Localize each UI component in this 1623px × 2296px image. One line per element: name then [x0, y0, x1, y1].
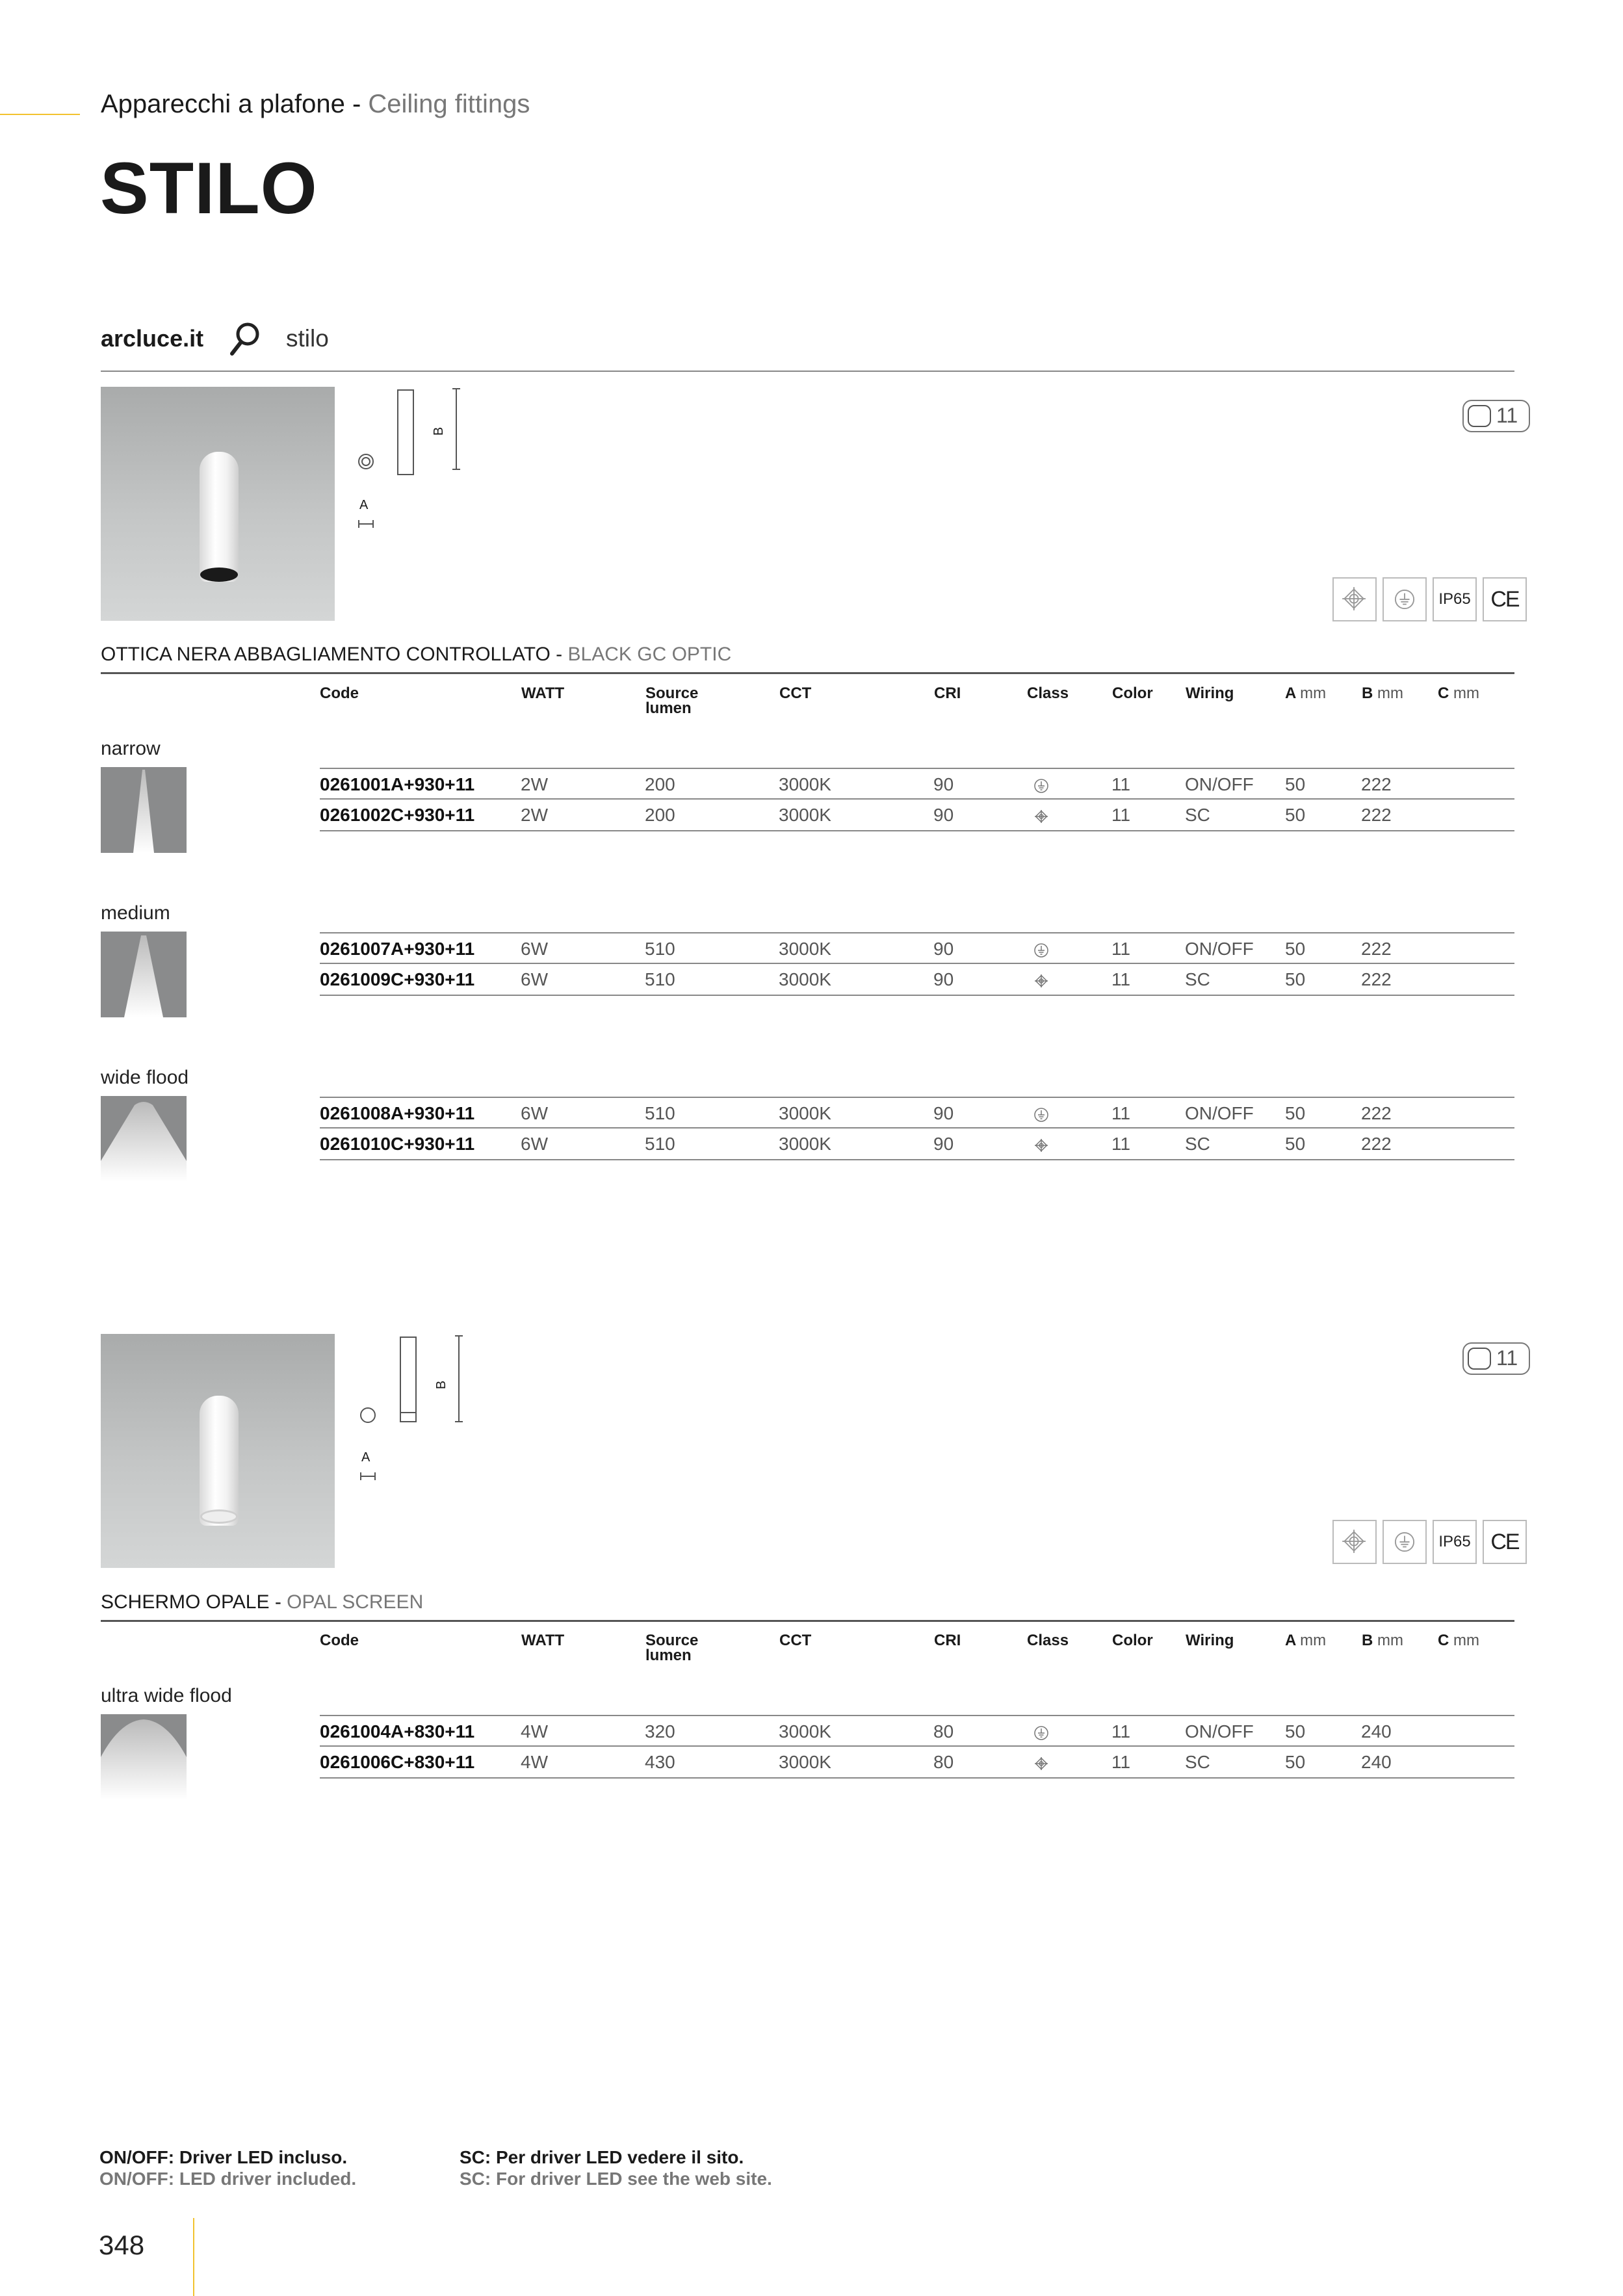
col-lumen-1: Source: [645, 685, 699, 702]
product-photo: [101, 1334, 335, 1568]
cell-a: 50: [1285, 1134, 1306, 1154]
table-row[interactable]: [320, 1715, 1514, 1747]
cell-a: 50: [1285, 939, 1306, 959]
col-b-unit: mm: [1377, 685, 1403, 702]
col-a-unit: mm: [1300, 685, 1327, 702]
search-term: stilo: [286, 325, 329, 352]
cell-lumen: 200: [645, 805, 675, 825]
col-c-letter: C: [1438, 685, 1449, 702]
table-row[interactable]: [320, 1745, 1514, 1779]
category-title: [101, 90, 530, 119]
cell-color: 11: [1111, 969, 1131, 989]
cell-cct: 3000K: [779, 1134, 831, 1154]
page-number: 348: [99, 2230, 145, 2260]
col-color: Color: [1112, 685, 1153, 702]
white-swatch-icon: [1468, 405, 1491, 427]
fixture-body: [200, 1396, 239, 1526]
col-b: [1362, 686, 1403, 701]
cell-wiring: ON/OFF: [1185, 774, 1254, 794]
dali-cert-icon: [1332, 577, 1377, 621]
col-lumen-2: lumen: [645, 699, 692, 717]
class-earth-icon: [1033, 777, 1049, 793]
cell-watt: 6W: [521, 939, 548, 959]
page-title: STILO: [100, 148, 318, 229]
color-badge: [1462, 1342, 1530, 1375]
col-class: Class: [1027, 1632, 1069, 1649]
col-c: [1438, 686, 1479, 701]
note-sc: [460, 2146, 772, 2189]
cell-color: 11: [1111, 1103, 1131, 1123]
product-photo: [101, 387, 335, 621]
cell-watt: 2W: [521, 774, 548, 794]
col-class: Class: [1027, 685, 1069, 702]
cell-watt: 4W: [521, 1752, 548, 1772]
cell-wiring: ON/OFF: [1185, 939, 1254, 959]
table-row[interactable]: [320, 932, 1514, 964]
note-sc-it: SC: Per driver LED vedere il sito.: [460, 2147, 744, 2167]
class-earth-icon: [1033, 1725, 1049, 1740]
cell-cri: 90: [933, 805, 954, 825]
cell-cct: 3000K: [779, 1721, 831, 1742]
group-label: narrow: [101, 738, 161, 759]
cell-a: 50: [1285, 969, 1306, 989]
ce-mark: CE: [1490, 1530, 1519, 1554]
cell-color: 11: [1111, 1134, 1131, 1154]
col-c-unit: mm: [1453, 685, 1479, 702]
col-lumen: [645, 1633, 698, 1663]
table-row[interactable]: [320, 768, 1514, 800]
white-swatch-icon: [1468, 1348, 1491, 1370]
cell-wiring: ON/OFF: [1185, 1721, 1254, 1742]
col-c: [1438, 1633, 1479, 1648]
divider: [101, 371, 1514, 372]
col-a: [1285, 686, 1326, 701]
col-lumen-1: Source: [645, 1632, 699, 1649]
section-title: [101, 1591, 423, 1613]
note-onoff: [99, 2146, 356, 2189]
class-earth-icon: [1033, 1106, 1049, 1122]
section-title-sep: -: [269, 1591, 287, 1613]
col-b-unit: mm: [1377, 1632, 1403, 1649]
col-a-unit: mm: [1300, 1632, 1327, 1649]
ce-mark: CE: [1490, 587, 1519, 612]
cell-watt: 6W: [521, 969, 548, 989]
cell-lumen: 510: [645, 969, 675, 989]
col-a-letter: A: [1285, 685, 1296, 702]
cell-cct: 3000K: [779, 1103, 831, 1123]
cell-cri: 90: [933, 1134, 954, 1154]
cell-lumen: 510: [645, 939, 675, 959]
col-wiring: Wiring: [1186, 685, 1234, 702]
col-cct: CCT: [779, 685, 812, 702]
col-code: Code: [320, 1632, 359, 1649]
group-label: ultra wide flood: [101, 1685, 232, 1706]
cell-b: 222: [1361, 805, 1392, 825]
color-code: 11: [1496, 1346, 1518, 1370]
col-cri: CRI: [934, 1632, 961, 1649]
table-row[interactable]: [320, 1127, 1514, 1160]
cell-wiring: SC: [1185, 969, 1210, 989]
col-b-letter: B: [1362, 1632, 1373, 1649]
cell-color: 11: [1111, 805, 1131, 825]
cell-color: 11: [1111, 939, 1131, 959]
dimension-a-label: A: [361, 1450, 370, 1465]
cell-a: 50: [1285, 805, 1306, 825]
cell-cct: 3000K: [779, 1752, 831, 1772]
cell-b: 222: [1361, 939, 1392, 959]
col-watt: WATT: [521, 1632, 565, 1649]
cell-code: 0261006C+830+11: [320, 1752, 475, 1772]
cell-lumen: 510: [645, 1103, 675, 1123]
class-dali-icon: [1033, 972, 1049, 988]
section-title-sep: -: [550, 644, 568, 665]
group-label: wide flood: [101, 1067, 189, 1088]
cell-code: 0261008A+930+11: [320, 1103, 475, 1123]
table-row[interactable]: [320, 963, 1514, 996]
class-earth-cert-icon: [1383, 577, 1427, 621]
cell-watt: 6W: [521, 1134, 548, 1154]
class-dali-icon: [1033, 1755, 1049, 1771]
cell-watt: 2W: [521, 805, 548, 825]
section-title-en: OPAL SCREEN: [287, 1591, 424, 1613]
class-dali-icon: [1033, 1137, 1049, 1153]
ce-mark-icon: [1483, 1520, 1527, 1564]
dimension-a-label: A: [359, 498, 369, 512]
ip-rating-badge: [1433, 1520, 1477, 1564]
site-link[interactable]: arcluce.it: [101, 325, 204, 352]
cell-wiring: SC: [1185, 1752, 1210, 1772]
cell-code: 0261010C+930+11: [320, 1134, 475, 1154]
color-badge: [1462, 400, 1530, 432]
table-row[interactable]: [320, 798, 1514, 831]
narrow-beam-icon: [101, 767, 187, 853]
cell-color: 11: [1111, 1752, 1131, 1772]
cell-cri: 90: [933, 774, 954, 794]
black-optic-ring: [200, 567, 238, 582]
col-wiring: Wiring: [1186, 1632, 1234, 1649]
cell-a: 50: [1285, 1103, 1306, 1123]
ip-rating: IP65: [1438, 590, 1471, 608]
search-icon[interactable]: [229, 321, 261, 356]
color-code: 11: [1496, 404, 1518, 427]
section-title: [101, 644, 731, 666]
cell-b: 240: [1361, 1721, 1392, 1742]
ce-mark-icon: [1483, 577, 1527, 621]
cell-a: 50: [1285, 1721, 1306, 1742]
cell-b: 240: [1361, 1752, 1392, 1772]
cell-lumen: 320: [645, 1721, 675, 1742]
cell-code: 0261002C+930+11: [320, 805, 475, 825]
cell-cri: 90: [933, 969, 954, 989]
class-earth-icon: [1033, 942, 1049, 958]
col-c-letter: C: [1438, 1632, 1449, 1649]
cell-lumen: 200: [645, 774, 675, 794]
cell-cct: 3000K: [779, 774, 831, 794]
cell-watt: 4W: [521, 1721, 548, 1742]
class-dali-icon: [1033, 808, 1049, 824]
cell-cri: 90: [933, 1103, 954, 1123]
ultra-wide-flood-beam-icon: [101, 1714, 187, 1800]
cell-cct: 3000K: [779, 969, 831, 989]
cell-b: 222: [1361, 1134, 1392, 1154]
note-onoff-en: ON/OFF: LED driver included.: [99, 2169, 357, 2189]
cell-b: 222: [1361, 969, 1392, 989]
note-sc-en: SC: For driver LED see the web site.: [460, 2169, 772, 2189]
category-separator: -: [344, 90, 369, 118]
col-color: Color: [1112, 1632, 1153, 1649]
cell-b: 222: [1361, 774, 1392, 794]
col-cct: CCT: [779, 1632, 812, 1649]
dimension-b-label: B: [432, 426, 447, 436]
cell-cct: 3000K: [779, 939, 831, 959]
cell-lumen: 430: [645, 1752, 675, 1772]
cell-cri: 80: [933, 1752, 954, 1772]
table-row[interactable]: [320, 1097, 1514, 1128]
cell-cri: 90: [933, 939, 954, 959]
cell-code: 0261001A+930+11: [320, 774, 475, 794]
col-cri: CRI: [934, 685, 961, 702]
cell-wiring: SC: [1185, 1134, 1210, 1154]
category-it: Apparecchi a plafone: [101, 90, 345, 118]
cell-code: 0261009C+930+11: [320, 969, 475, 989]
cell-color: 11: [1111, 1721, 1131, 1742]
col-b-letter: B: [1362, 685, 1373, 702]
col-lumen-2: lumen: [645, 1647, 692, 1664]
cell-cct: 3000K: [779, 805, 831, 825]
cell-watt: 6W: [521, 1103, 548, 1123]
dimension-drawing: [351, 384, 494, 540]
section-rule: [101, 672, 1514, 674]
cell-wiring: SC: [1185, 805, 1210, 825]
cell-code: 0261007A+930+11: [320, 939, 475, 959]
footer-accent-line: [193, 2218, 194, 2296]
category-en: Ceiling fittings: [368, 90, 530, 118]
ip-rating-badge: [1433, 577, 1477, 621]
dali-cert-icon: [1332, 1520, 1377, 1564]
medium-beam-icon: [101, 932, 187, 1017]
dimension-drawing: [351, 1331, 494, 1487]
note-onoff-it: ON/OFF: Driver LED incluso.: [99, 2147, 348, 2167]
opal-screen-ring: [200, 1509, 238, 1524]
col-c-unit: mm: [1453, 1632, 1479, 1649]
cell-wiring: ON/OFF: [1185, 1103, 1254, 1123]
section-rule: [101, 1620, 1514, 1622]
class-earth-cert-icon: [1383, 1520, 1427, 1564]
col-code: Code: [320, 685, 359, 702]
cell-code: 0261004A+830+11: [320, 1721, 475, 1742]
accent-line: [0, 114, 80, 115]
wide-flood-beam-icon: [101, 1096, 187, 1182]
ip-rating: IP65: [1438, 1533, 1471, 1550]
col-b: [1362, 1633, 1403, 1648]
cell-a: 50: [1285, 774, 1306, 794]
col-a-letter: A: [1285, 1632, 1296, 1649]
cell-a: 50: [1285, 1752, 1306, 1772]
group-label: medium: [101, 902, 170, 924]
col-watt: WATT: [521, 685, 565, 702]
cell-cri: 80: [933, 1721, 954, 1742]
cell-lumen: 510: [645, 1134, 675, 1154]
cell-color: 11: [1111, 774, 1131, 794]
fixture-body: [200, 452, 239, 582]
dimension-b-label: B: [434, 1380, 449, 1390]
section-title-it: SCHERMO OPALE: [101, 1591, 270, 1613]
col-lumen: [645, 686, 698, 716]
section-title-en: BLACK GC OPTIC: [567, 644, 732, 665]
col-a: [1285, 1633, 1326, 1648]
cell-b: 222: [1361, 1103, 1392, 1123]
section-title-it: OTTICA NERA ABBAGLIAMENTO CONTROLLATO: [101, 644, 551, 665]
